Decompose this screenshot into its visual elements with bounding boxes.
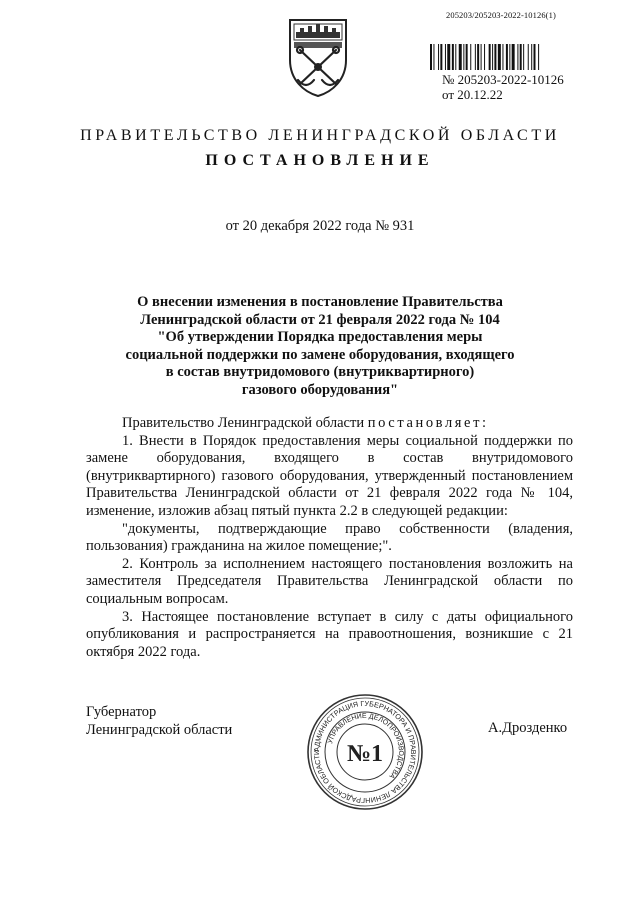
document-type: ПОСТАНОВЛЕНИЕ xyxy=(205,152,435,169)
barcode-bar xyxy=(489,44,491,70)
barcode-bar xyxy=(509,44,510,70)
signatory-region: Ленинградской области xyxy=(86,721,233,738)
subject-line: "Об утверждении Порядка предоставления меры xyxy=(157,329,483,346)
barcode-bar xyxy=(452,44,454,70)
barcode-bar xyxy=(512,44,515,70)
signatory-name: А.Дрозденко xyxy=(488,720,568,736)
barcode-bar xyxy=(475,44,476,70)
signatory-title: Губернатор xyxy=(86,704,157,720)
barcode-bar xyxy=(459,44,462,70)
seal-number: №1 xyxy=(346,741,384,767)
issuing-authority: ПРАВИТЕЛЬСТВО ЛЕНИНГРАДСКОЙ ОБЛАСТИ xyxy=(80,127,560,144)
leningrad-oblast-coat-of-arms-icon xyxy=(286,18,350,98)
registration-block xyxy=(442,72,564,102)
registration-date: от 20.12.22 xyxy=(442,87,503,102)
subject-line: О внесении изменения в постановление Правительства xyxy=(137,294,503,310)
subject-line: социальной поддержки по замене оборудования, входящего xyxy=(125,346,515,363)
preamble-lead: Правительство Ленинградской области xyxy=(122,415,368,431)
document-id-code: 205203/205203-2022-10126(1) xyxy=(446,10,556,20)
barcode-bar xyxy=(498,44,501,70)
decree-date-number: от 20 декабря 2022 года № 931 xyxy=(225,218,415,234)
barcode-bar xyxy=(440,44,442,70)
barcode-bar xyxy=(517,44,518,70)
seal-ring-text: АДМИНИСТРАЦИЯ ГУБЕРНАТОРА И ПРАВИТЕЛЬСТВА ЛЕНИНГРАДСКОЙ ОБЛАСТИ xyxy=(311,698,419,806)
barcode-bar xyxy=(445,44,446,70)
barcode-bar xyxy=(438,44,439,70)
barcode-bar xyxy=(502,44,503,70)
barcode-bar xyxy=(447,44,450,70)
item-1: 1. Внести в Порядок предоставления меры социальной поддержки по замене оборудования, входящего в состав внутридомового (внутриквартирного) газового оборудования, утвержденный постановлением Правительства Ленинградской области от 21 февраля 2022 года № 104, изменение, изложив абзац пятый пункта 2.2 в следующей редакции: xyxy=(86,432,573,519)
barcode-bar xyxy=(484,44,485,70)
subject-line: Ленинградской области от 21 февраля 2022 года № 104 xyxy=(140,311,500,328)
barcode-bar xyxy=(528,44,529,70)
barcode-bar xyxy=(531,44,532,70)
preamble xyxy=(86,415,573,433)
barcode-bar xyxy=(523,44,524,70)
barcode-bar xyxy=(470,44,471,70)
amendment-quote: "документы, подтверждающие право собственности (владения, пользования) гражданина на жилое помещение;". xyxy=(86,520,573,555)
barcode-bar xyxy=(538,44,539,70)
barcode-bar xyxy=(433,44,434,70)
barcode-bar xyxy=(466,44,468,70)
registration-number: № 205203-2022-10126 xyxy=(442,72,564,87)
decree-subject xyxy=(90,294,550,400)
official-seal-stamp xyxy=(306,693,424,811)
item-2: 2. Контроль за исполнением настоящего постановления возложить на заместителя Председателя Правительства Ленинградской области по социальным вопросам. xyxy=(86,555,573,607)
seal-inner-ring-text: УПРАВЛЕНИЕ ДЕЛОПРОИЗВОДСТВА xyxy=(327,712,405,780)
barcode-bar xyxy=(455,44,456,70)
barcode-bar xyxy=(481,44,482,70)
barcode-icon xyxy=(430,44,577,70)
barcode-bar xyxy=(506,44,508,70)
barcode-bar xyxy=(492,44,493,70)
barcode-bar xyxy=(494,44,496,70)
barcode-bar xyxy=(477,44,479,70)
barcode-bar xyxy=(430,44,432,70)
signatory-position xyxy=(86,704,232,739)
barcode-bar xyxy=(534,44,536,70)
subject-line: газового оборудования" xyxy=(241,381,399,398)
item-3: 3. Настоящее постановление вступает в силу с даты официального опубликования и распространяется на правоотношения, возникшие с 21 октября 2022 года. xyxy=(86,608,573,660)
preamble-verb: постановляет: xyxy=(367,415,489,431)
subject-line: в состав внутридомового (внутриквартирного) xyxy=(165,364,475,381)
barcode-bar xyxy=(520,44,522,70)
barcode-bar xyxy=(463,44,464,70)
decree-body xyxy=(86,415,573,661)
